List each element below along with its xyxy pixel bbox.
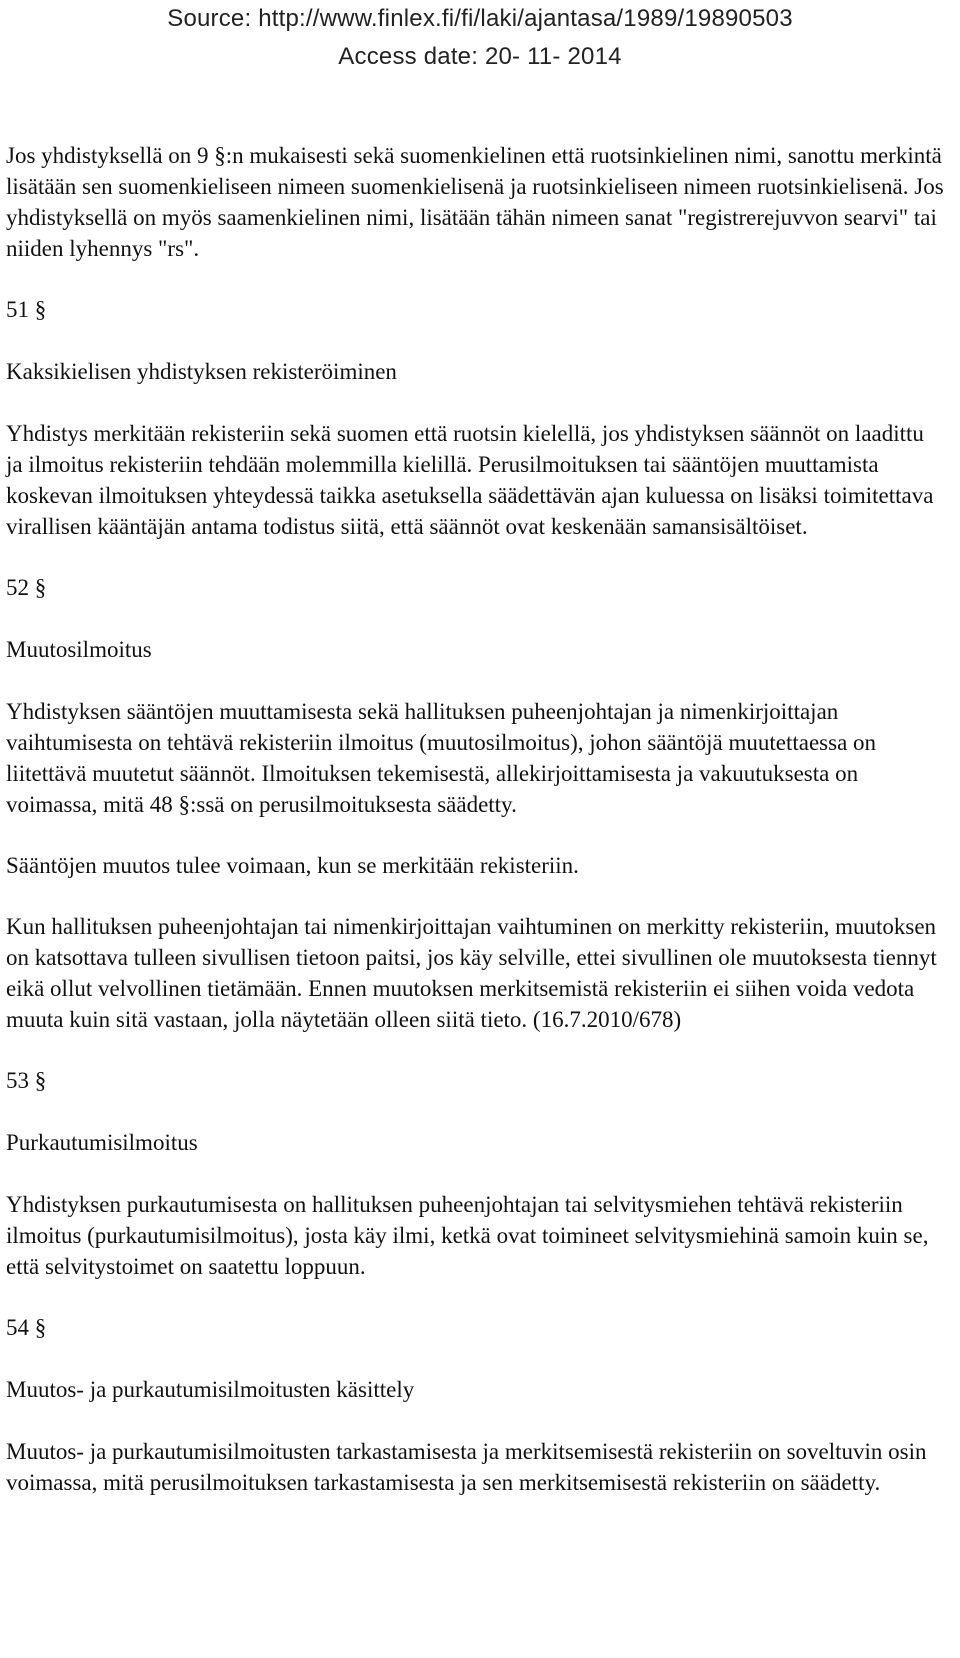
section-52-paragraph-3: Kun hallituksen puheenjohtajan tai nimenkirjoittajan vaihtuminen on merkitty rekisteriin, muutoksen on katsottava tulleen sivullisen tietoon paitsi, jos käy selville, ettei sivullinen ole muutoksesta tiennyt eikä ollut velvollinen tietämään. Ennen muutoksen merkitsemistä rekisteriin ei siihen voida vedota muuta kuin sitä vastaan, jolla näytetään olleen siitä tieto. (16.7.2010/678) [6,914,937,1032]
section-54-title: Muutos- ja purkautumisilmoitusten käsittely [6,1377,415,1402]
section-54-paragraph-1: Muutos- ja purkautumisilmoitusten tarkastamisesta ja merkitsemisestä rekisteriin on soveltuvin osin voimassa, mitä perusilmoituksen tarkastamisesta ja sen merkitsemisestä rekisteriin on säädetty. [6,1439,927,1495]
section-51-paragraph-1: Yhdistys merkitään rekisteriin sekä suomen että ruotsin kielellä, jos yhdistyksen säännöt on laadittu ja ilmoitus rekisteriin tehdään molemmilla kielillä. Perusilmoituksen tai sääntöjen muuttamista koskevan ilmoituksen yhteydessä taikka asetuksella säädettävän ajan kuluessa on lisäksi toimitettava virallisen kääntäjän antama todistus siitä, että säännöt ovat keskenään samansisältöiset. [6,421,934,539]
section-53-paragraph-1: Yhdistyksen purkautumisesta on hallituksen puheenjohtajan tai selvitysmiehen tehtävä rekisteriin ilmoitus (purkautumisilmoitus), josta käy ilmi, ketkä ovat toimineet selvitysmiehinä samoin kuin se, että selvitystoimet on saatettu loppuun. [6,1192,929,1279]
document-body [6,140,946,1498]
access-date-line: Access date: 20- 11- 2014 [338,43,622,70]
section-52-title: Muutosilmoitus [6,637,152,662]
section-52-paragraph-2: Sääntöjen muutos tulee voimaan, kun se merkitään rekisteriin. [6,853,579,878]
section-54-number: 54 § [6,1315,47,1340]
page-header [0,0,960,76]
section-51-title: Kaksikielisen yhdistyksen rekisteröiminen [6,359,397,384]
section-52-paragraph-1: Yhdistyksen sääntöjen muuttamisesta sekä hallituksen puheenjohtajan ja nimenkirjoittajan vaihtumisesta on tehtävä rekisteriin ilmoitus (muutosilmoitus), johon sääntöjä muutettaessa on liitettävä muutetut säännöt. Ilmoituksen tekemisestä, allekirjoittamisesta ja vakuutuksesta on voimassa, mitä 48 §:ssä on perusilmoituksesta säädetty. [6,699,877,817]
intro-paragraph: Jos yhdistyksellä on 9 §:n mukaisesti sekä suomenkielinen että ruotsinkielinen nimi, sanottu merkintä lisätään sen suomenkieliseen nimeen suomenkielisenä ja ruotsinkieliseen nimeen ruotsinkielisenä. Jos yhdistyksellä on myös saamenkielinen nimi, lisätään tähän nimeen sanat "registrerejuvvon searvi" tai niiden lyhennys "rs". [6,143,944,261]
section-53-title: Purkautumisilmoitus [6,1130,198,1155]
section-53-number: 53 § [6,1068,47,1093]
section-52-number: 52 § [6,575,47,600]
section-51-number: 51 § [6,297,47,322]
source-line: Source: http://www.finlex.fi/fi/laki/ajantasa/1989/19890503 [167,5,793,32]
